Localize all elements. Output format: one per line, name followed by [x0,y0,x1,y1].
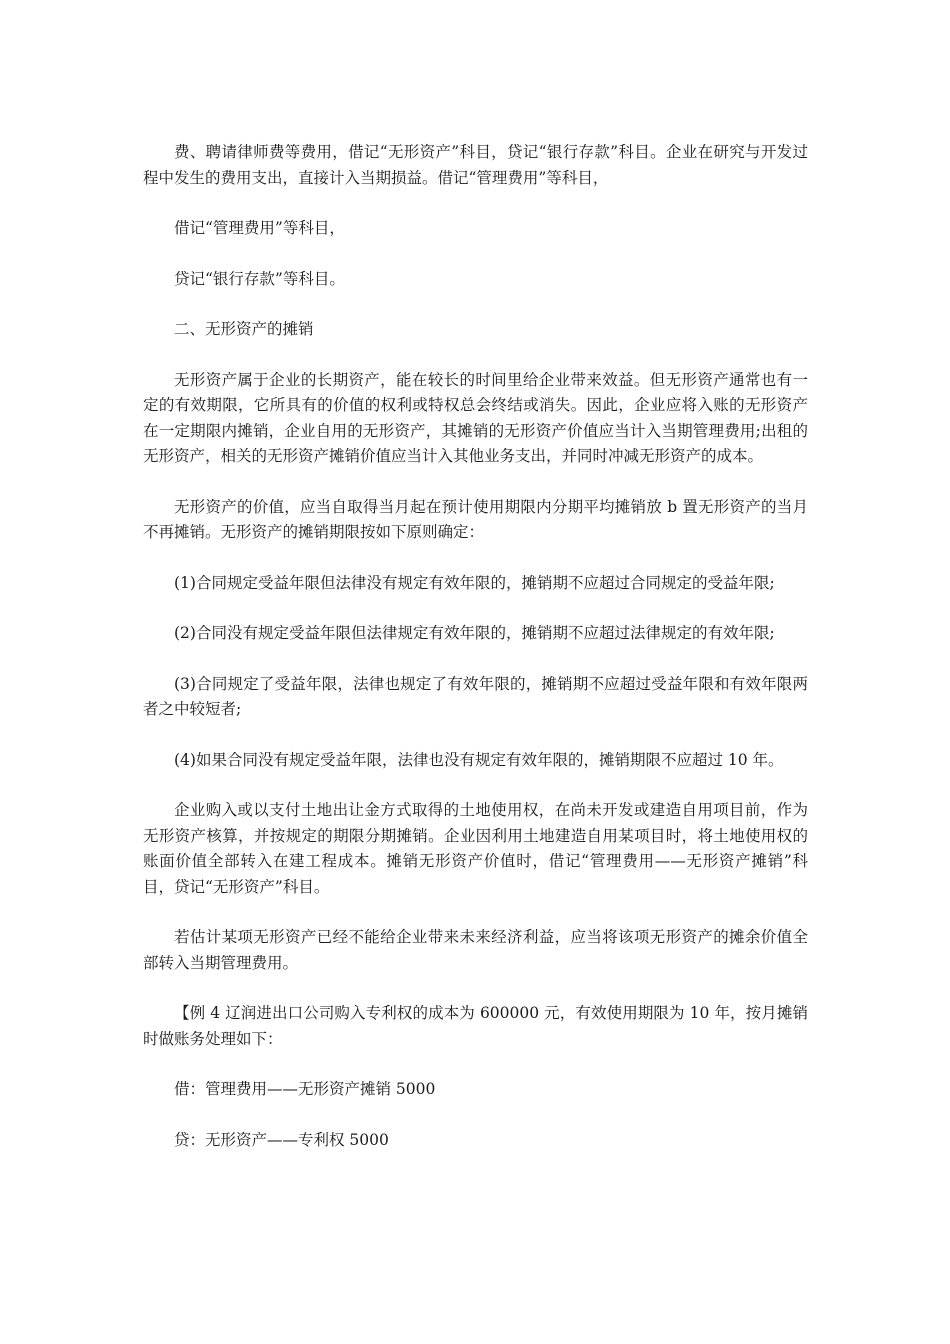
rule-item-4: (4)如果合同没有规定受益年限，法律也没有规定有效年限的，摊销期限不应超过 10 年。 [174,750,784,769]
rule-item-2: (2)合同没有规定受益年限但法律规定有效年限的，摊销期不应超过法律规定的有效年限; [174,624,775,642]
example-paragraph: 【例 4 辽润进出口公司购入专利权的成本为 600000 元，有效使用期限为 10 年，按月摊销时做账务处理如下： [143,1004,808,1048]
section-heading: 二、无形资产的摊销 [174,320,314,338]
paragraph-5: 无形资产属于企业的长期资产，能在较长的时间里给企业带来效益。但无形资产通常也有一定的有效期限，它所具有的价值的权利或特权总会终结或消失。因此，企业应将入账的无形资产在一定期限内摊销，企业自用的无形资产，其摊销的无形资产价值应当计入当期管理费用;出租的无形资产，相关的无形资产摊销价值应当计入其他业务支出，并同时冲减无形资产的成本。 [143,370,808,465]
paragraph-11: 企业购入或以支付土地出让金方式取得的土地使用权，在尚未开发或建造自用项目前，作为无形资产核算，并按规定的期限分期摊销。企业因利用土地建造自用某项目时，将土地使用权的账面价值全部转入在建工程成本。摊销无形资产价值时，借记“管理费用——无形资产摊销”科目，贷记“无形资产”科目。 [143,801,808,896]
paragraph-3: 贷记“银行存款”等科目。 [174,269,345,288]
paragraph-12: 若估计某项无形资产已经不能给企业带来未来经济利益，应当将该项无形资产的摊余价值全部转入当期管理费用。 [143,928,808,972]
paragraph-2: 借记“管理费用”等科目， [174,219,345,237]
paragraph-1: 费、聘请律师费等费用，借记“无形资产”科目，贷记“银行存款”科目。企业在研究与开发过程中发生的费用支出，直接计入当期损益。借记“管理费用”等科目， [143,143,808,187]
document-body [143,140,808,1178]
paragraph-6: 无形资产的价值，应当自取得当月起在预计使用期限内分期平均摊销放 b 置无形资产的当月不再摊销。无形资产的摊销期限按如下原则确定： [143,497,808,541]
rule-item-1: (1)合同规定受益年限但法律没有规定有效年限的，摊销期不应超过合同规定的受益年限; [174,573,775,592]
rule-item-3: (3)合同规定了受益年限，法律也规定了有效年限的，摊销期不应超过受益年限和有效年限两者之中较短者; [143,674,808,718]
journal-debit-line: 借：管理费用——无形资产摊销 5000 [174,1080,436,1098]
journal-credit-line: 贷：无形资产——专利权 5000 [174,1130,389,1149]
